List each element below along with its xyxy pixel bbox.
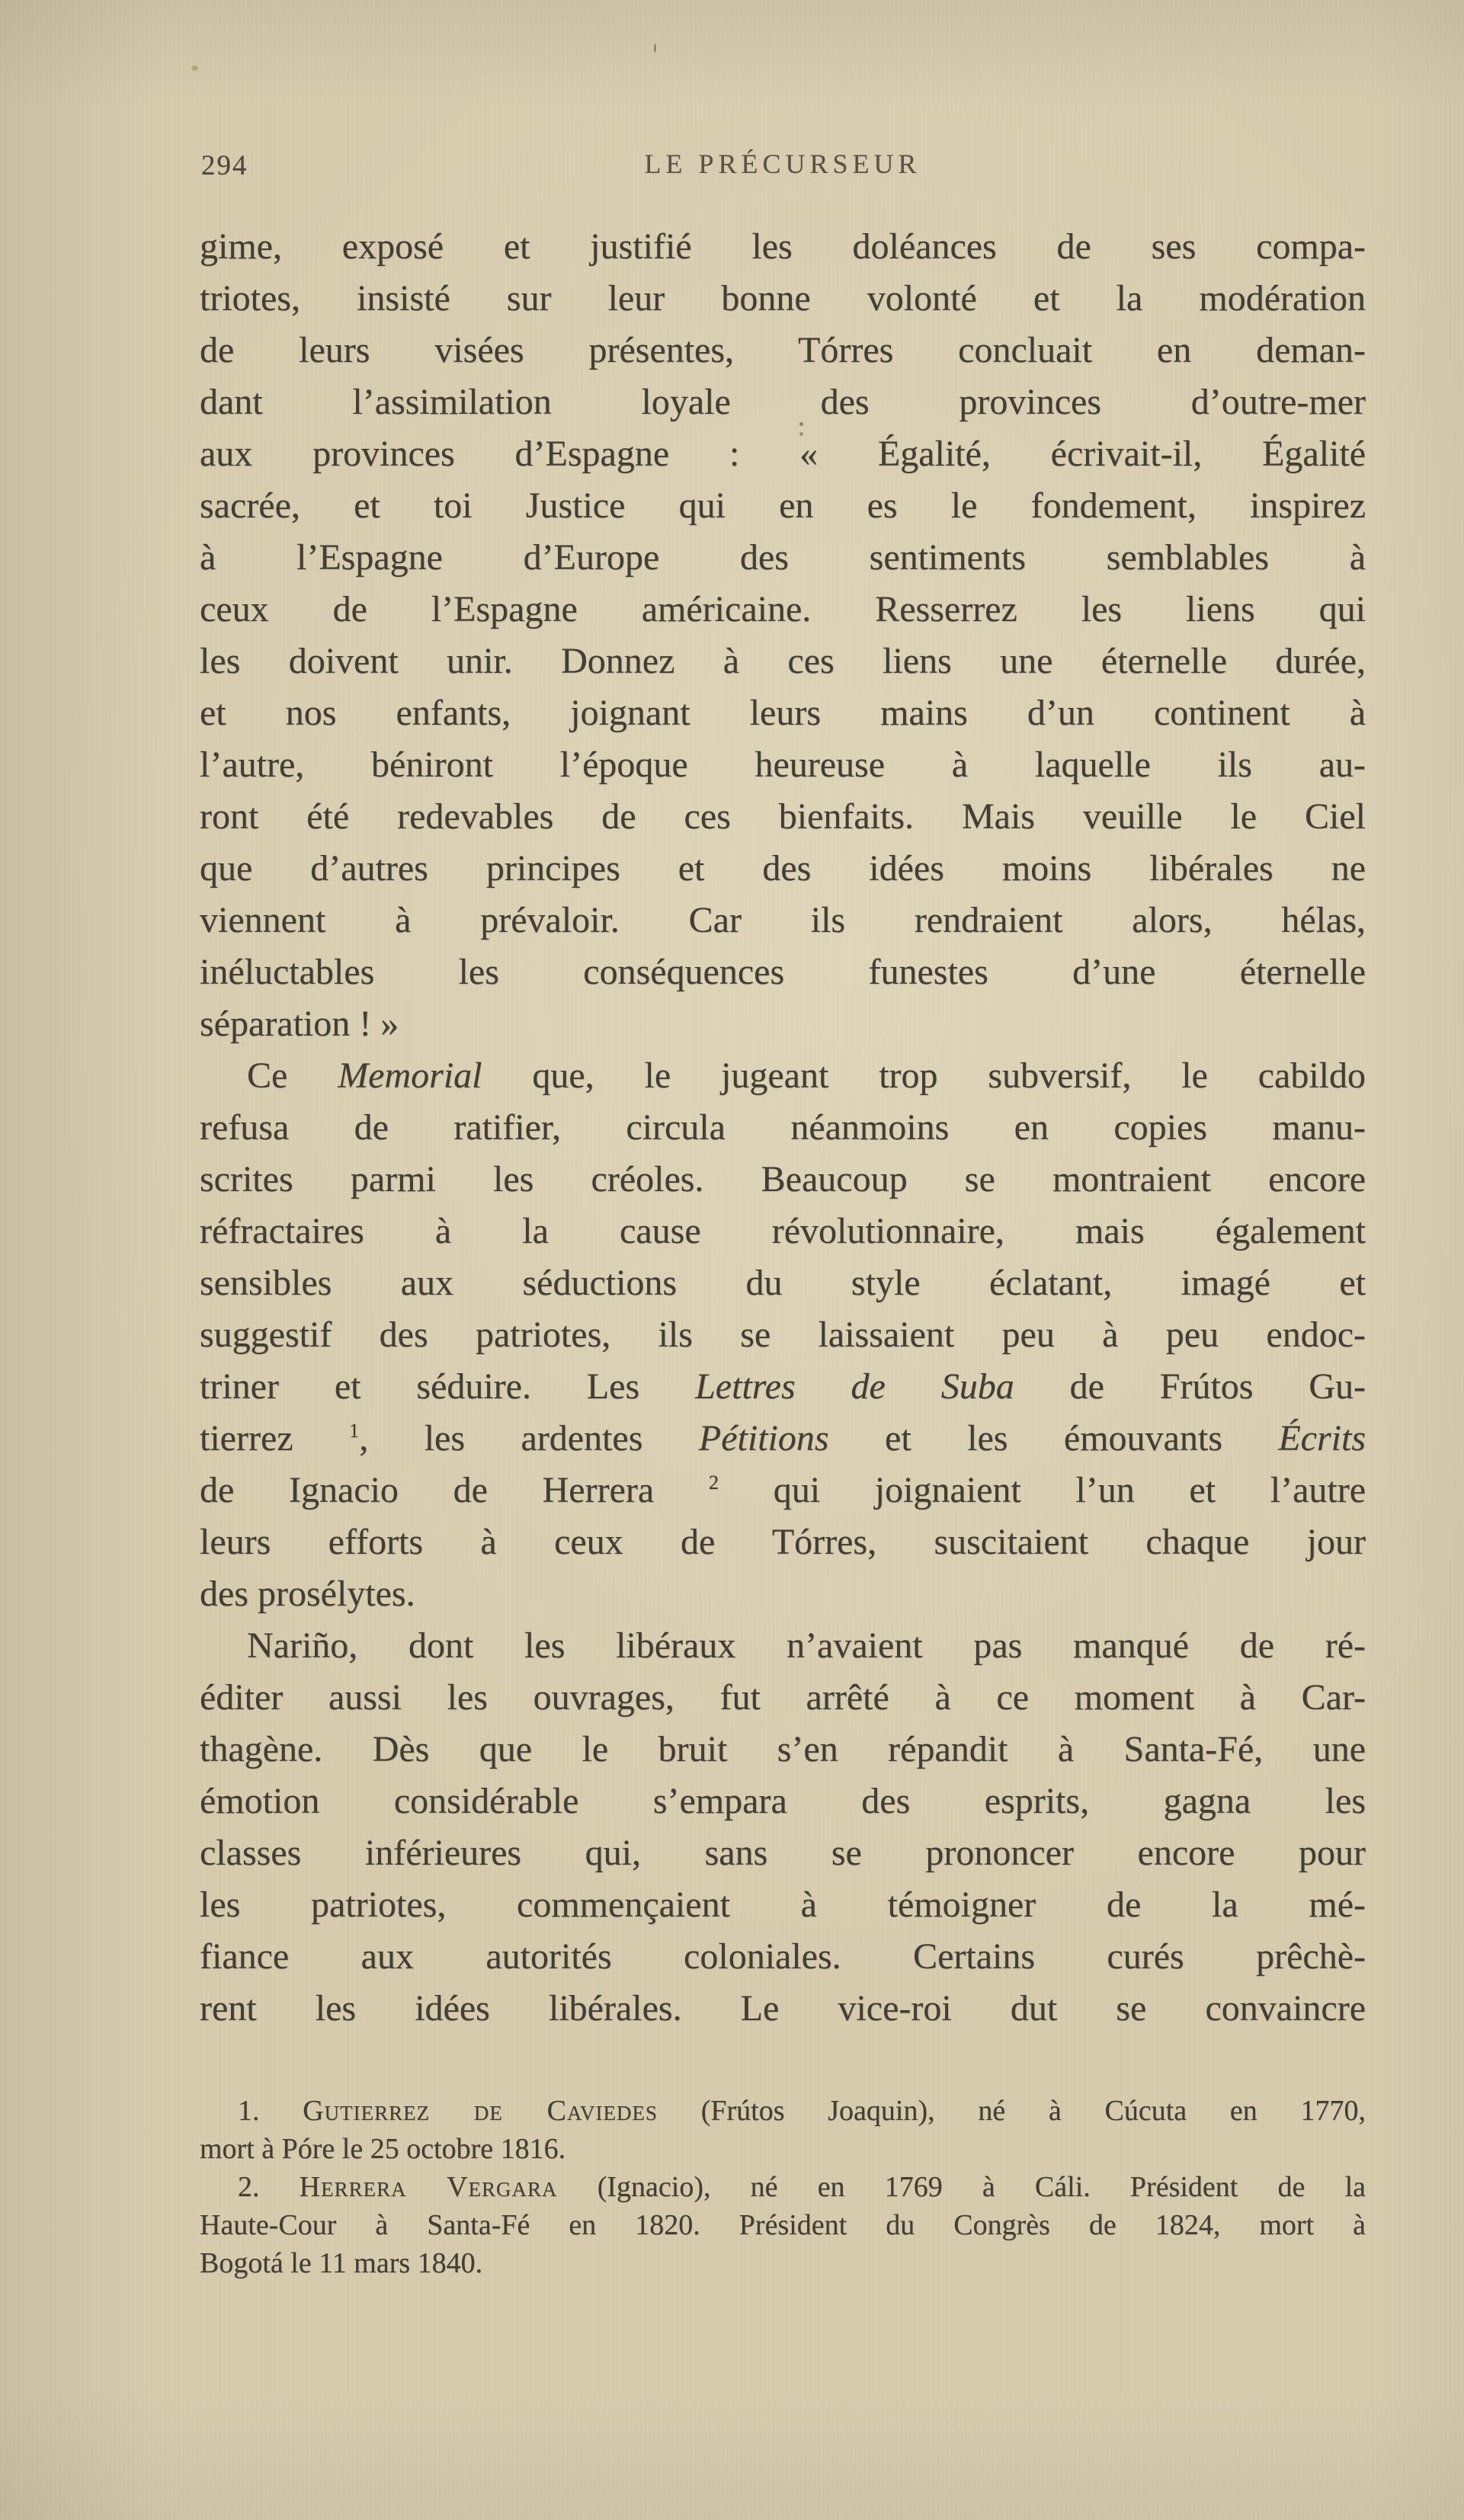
text-line [200,532,1366,584]
text-segment: , les ardentes [359,1418,699,1459]
text-segment: gime, exposé et justifié les doléances de ses compa- [200,226,1366,267]
text-segment: l’autre, béniront l’époque heureuse à laquelle ils au- [200,744,1366,785]
text-segment: les doivent unir. Donnez à ces liens une éternelle durée, [200,641,1366,681]
text-line [200,1361,1366,1413]
text-segment: (Ignacio), né en 1769 à Cáli. Président de la [557,2171,1366,2203]
text-line [200,1050,1366,1102]
text-segment: que d’autres principes et des idées moins libérales ne [200,848,1366,889]
body-text [200,221,1366,2035]
scan-speck [654,43,656,53]
text-segment: Bogotá le 11 mars 1840. [200,2247,483,2279]
text-line [200,325,1366,376]
text-segment: éditer aussi les ouvrages, fut arrêté à ce moment à Car- [200,1677,1366,1718]
text-segment: émotion considérable s’empara des esprits, gagna les [200,1781,1366,1821]
text-segment: les patriotes, commençaient à témoigner de la mé- [200,1884,1366,1925]
text-segment: que, le jugeant trop subversif, le cabildo [482,1055,1366,1096]
text-line [200,2206,1366,2244]
text-segment: Herrera Vergara [299,2171,558,2203]
text-segment: inéluctables les conséquences funestes d’une éternelle [200,952,1366,992]
text-line [200,636,1366,687]
text-segment: à l’Espagne d’Europe des sentiments semblables à [200,537,1366,578]
text-segment: refusa de ratifier, circula néanmoins en copies manu- [200,1107,1366,1148]
text-line [200,1309,1366,1361]
text-line [200,1568,1366,1620]
scan-speck [191,66,198,71]
text-segment: Memorial [338,1055,482,1096]
footnote-2 [200,2168,1366,2282]
text-line [200,2092,1366,2130]
text-segment: de Frútos Gu- [1014,1366,1366,1407]
text-segment: triotes, insisté sur leur bonne volonté et la modération [200,278,1366,319]
text-segment: 1. [238,2095,303,2127]
text-segment: séparation ! » [200,1004,399,1044]
text-line [200,1776,1366,1827]
text-segment: classes inférieures qui, sans se prononcer encore pour [200,1833,1366,1873]
text-segment: rent les idées libérales. Le vice-roi dut se convaincre [200,1988,1366,2028]
text-line [200,739,1366,791]
text-line [200,1827,1366,1879]
text-line [200,273,1366,325]
text-line [200,1879,1366,1931]
text-segment: 2. [238,2171,300,2203]
text-line [200,1672,1366,1724]
text-segment: Gutierrez de Caviedes [303,2095,658,2127]
text-segment: Écrits [1278,1418,1366,1459]
text-segment: ceux de l’Espagne américaine. Resserrez les liens qui [200,589,1366,629]
text-segment: triner et séduire. Les [200,1366,696,1407]
text-line [200,1516,1366,1568]
text-segment: de Ignacio de Herrera [200,1470,709,1510]
text-segment: réfractaires à la cause révolutionnaire, mais également [200,1211,1366,1251]
page-number: 294 [201,150,248,181]
text-line [200,1102,1366,1154]
text-line [200,1154,1366,1206]
text-line [200,2130,1366,2168]
text-line [200,1465,1366,1516]
text-line [200,998,1366,1050]
text-line [200,2244,1366,2282]
footnote-reference: 2 [708,1471,719,1494]
text-line [200,1257,1366,1309]
text-segment: Pétitions [698,1418,829,1459]
text-segment: sacrée, et toi Justice qui en es le fondement, inspirez [200,485,1366,526]
footnote-section [200,2092,1366,2282]
text-segment: sensibles aux séductions du style éclatant, imagé et [200,1263,1366,1303]
text-segment: des prosélytes. [200,1574,415,1614]
footnote-1 [200,2092,1366,2168]
text-segment: dant l’assimilation loyale des provinces d’outre-mer [200,382,1366,422]
text-line [200,895,1366,946]
text-line [200,584,1366,636]
text-line [200,1413,1366,1465]
text-segment: leurs efforts à ceux de Tórres, suscitaient chaque jour [200,1522,1366,1562]
text-line [200,221,1366,273]
text-line [200,376,1366,428]
text-line [200,428,1366,480]
text-line [200,1931,1366,1983]
text-segment: et les émouvants [828,1418,1279,1459]
text-segment: aux provinces d’Espagne : « Égalité, écrivait-il, Égalité [200,434,1366,474]
text-line [200,1620,1366,1672]
text-line [200,1724,1366,1776]
text-line [200,1206,1366,1257]
page-header [200,148,1366,183]
text-line [200,2168,1366,2206]
paragraph-1 [200,221,1366,1050]
text-segment: Ce [247,1055,338,1096]
text-line [200,1983,1366,2035]
text-segment: Haute-Cour à Santa-Fé en 1820. Président du Congrès de 1824, mort à [200,2209,1366,2241]
text-segment: viennent à prévaloir. Car ils rendraient alors, hélas, [200,900,1366,940]
text-segment: tierrez [200,1418,350,1459]
text-segment: et nos enfants, joignant leurs mains d’un continent à [200,693,1366,733]
text-segment: (Frútos Joaquin), né à Cúcuta en 1770, [657,2095,1366,2127]
paragraph-3 [200,1620,1366,2035]
text-segment: mort à Póre le 25 octobre 1816. [200,2133,566,2165]
paragraph-2 [200,1050,1366,1620]
text-segment: Lettres de Suba [695,1366,1014,1407]
text-line [200,946,1366,998]
text-segment: fiance aux autorités coloniales. Certains curés prêchè- [200,1936,1366,1977]
text-segment: Nariño, dont les libéraux n’avaient pas manqué de ré- [247,1625,1366,1666]
text-line [200,791,1366,843]
text-line [200,843,1366,895]
text-segment: qui joignaient l’un et l’autre [719,1470,1366,1510]
text-segment: suggestif des patriotes, ils se laissaient peu à peu endoc- [200,1314,1366,1355]
text-segment: thagène. Dès que le bruit s’en répandit à Santa-Fé, une [200,1729,1366,1769]
text-line [200,480,1366,532]
text-segment: de leurs visées présentes, Tórres concluait en deman- [200,330,1366,370]
running-title: LE PRÉCURSEUR [644,149,921,179]
scan-speck [799,422,803,426]
footnote-reference: 1 [349,1419,360,1442]
text-segment: ront été redevables de ces bienfaits. Mais veuille le Ciel [200,796,1366,837]
text-line [200,687,1366,739]
text-segment: scrites parmi les créoles. Beaucoup se montraient encore [200,1159,1366,1199]
